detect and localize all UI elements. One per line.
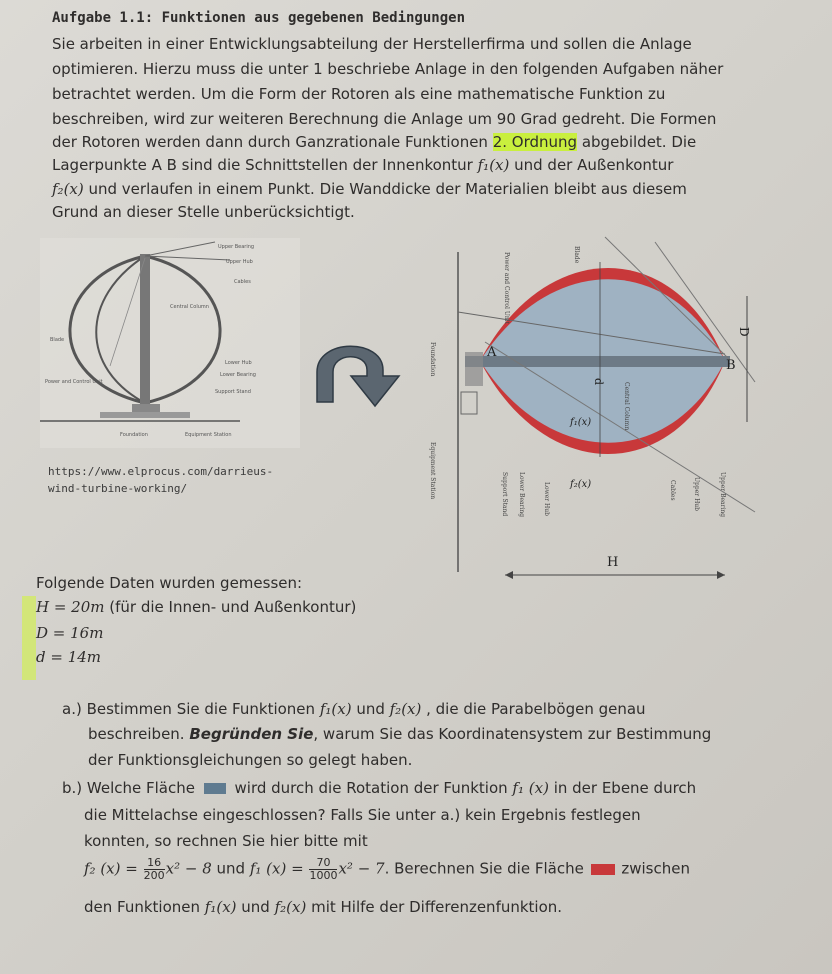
rlabel-central-column: Central Column (623, 382, 630, 431)
fraction-70-1000 (309, 857, 337, 881)
qb-mid: wird durch die Rotation der Funktion (229, 779, 513, 797)
qb-line4-post: . Berechnen Sie die Fläche (384, 859, 589, 878)
red-area-swatch (591, 864, 615, 875)
point-a-label: A (487, 345, 497, 360)
intro-line-2: optimieren. Hierzu muss die unter 1 beschriebe Anlage in den folgenden Aufgaben näher (52, 60, 724, 78)
rlabel-foundation: Foundation (429, 342, 436, 377)
f1-inline: f₁(x) (477, 156, 510, 174)
question-b-line-4 (84, 857, 690, 881)
intro-line-3: betrachtet werden. Um die Form der Rotoren als eine mathematische Funktion zu (52, 85, 666, 103)
qb-pre: b.) Welche Fläche (62, 779, 200, 797)
measurement-d: d = 14m (36, 648, 102, 666)
intro-line-7 (52, 182, 687, 197)
task-heading: Aufgabe 1.1: Funktionen aus gegebenen Bedingungen (52, 10, 466, 26)
qb5-und: und (236, 898, 275, 916)
question-b-line-2: die Mittelachse eingeschlossen? Falls Sie unter a.) kein Ergebnis festlegen (84, 806, 641, 824)
qb-line4-end: zwischen (616, 859, 690, 878)
qa2-post: , warum Sie das Koordinatensystem zur Bestimmung (313, 725, 712, 743)
rlabel-upper-bearing: Upper Bearing (719, 472, 726, 518)
label-upper-bearing: Upper Bearing (218, 244, 255, 250)
intro-line-8: Grund an dieser Stelle unberücksichtigt. (52, 203, 355, 221)
dim-D-label: D (737, 327, 751, 337)
frac1-num: 16 (144, 857, 165, 870)
rlabel-equipment-station: Equipment Station (429, 442, 436, 500)
question-a-line-1 (62, 700, 646, 718)
intro-line-5 (52, 135, 696, 150)
qb5-f1: f₁(x) (204, 898, 237, 916)
rlabel-support-stand: Support Stand (501, 472, 508, 517)
qb-post: in der Ebene durch (548, 779, 697, 797)
qa2-bold: Begründen Sie (189, 725, 314, 743)
intro-line-5-post: abgebildet. Die (577, 133, 697, 151)
source-url-line-2: wind-turbine-working/ (48, 482, 188, 495)
rlabel-upper-hub: Upper Hub (693, 477, 700, 512)
qb5-f2: f₂(x) (274, 898, 307, 916)
measurement-H (36, 600, 356, 615)
intro-line-5-pre: der Rotoren werden dann durch Ganzrationale Funktionen (52, 133, 493, 151)
measurements-title: Folgende Daten wurden gemessen: (36, 574, 303, 592)
f1-diagram-label: f₁(x) (570, 417, 592, 428)
darrieus-turbine-figure (40, 238, 300, 448)
rotation-arrow-icon (305, 330, 410, 410)
label-cables: Cables (234, 279, 251, 285)
measurement-H-note: (für die Innen- und Außenkontur) (104, 598, 357, 616)
f2-inline: f₂(x) (52, 180, 84, 198)
blue-area-swatch (204, 783, 226, 794)
intro-line-1: Sie arbeiten in einer Entwicklungsabteilung der Herstellerfirma und sollen die Anlage (52, 35, 692, 53)
qb-f2-rhs: x² − 8 (165, 859, 212, 878)
intro-line-7-post: und verlaufen in einem Punkt. Die Wanddicke der Materialien bleibt aus diesem (83, 180, 687, 198)
question-b-line-3: konnten, so rechnen Sie hier bitte mit (84, 832, 368, 850)
highlighted-ordnung: 2. Ordnung (492, 133, 578, 151)
central-column-horizontal (465, 356, 730, 367)
qb-f1: f₁ (x) (512, 779, 549, 797)
question-b-line-5 (84, 898, 562, 916)
central-column (140, 254, 150, 406)
label-lower-hub: Lower Hub (225, 360, 252, 366)
frac1-den: 200 (143, 868, 165, 882)
label-support-stand: Support Stand (215, 389, 251, 395)
qa2-pre: beschreiben. (88, 725, 190, 743)
label-foundation: Foundation (120, 432, 148, 438)
measurement-H-value: H = 20m (36, 598, 105, 616)
qa-f1: f₁(x) (319, 700, 352, 718)
qa-und: und (351, 700, 390, 718)
qb-f2-lhs: f₂ (x) = (84, 859, 138, 878)
label-upper-hub: Upper Hub (226, 259, 253, 265)
qa-f2: f₂(x) (389, 700, 422, 718)
rlabel-lower-bearing: Lower Bearing (518, 472, 525, 518)
question-a-line-2 (88, 725, 711, 743)
frac2-den: 1000 (309, 868, 338, 882)
point-b-label: B (726, 358, 736, 373)
rotor-diagram (425, 232, 775, 592)
qb5-post: mit Hilfe der Differenzenfunktion. (306, 898, 563, 916)
dim-H-label: H (607, 555, 619, 570)
rlabel-blade: Blade (573, 246, 580, 264)
label-blade: Blade (50, 337, 65, 343)
intro-line-4: beschreiben, wird zur weiteren Berechnung die Anlage um 90 Grad gedreht. Die Formen (52, 110, 717, 128)
source-url-line-1: https://www.elprocus.com/darrieus- (48, 465, 274, 478)
intro-line-6 (52, 158, 673, 173)
intro-line-6-pre: Lagerpunkte A B sind die Schnittstellen der Innenkontur (52, 156, 478, 174)
label-central-column: Central Column (170, 304, 209, 310)
frac2-num: 70 (309, 857, 337, 870)
rlabel-lower-hub: Lower Hub (543, 482, 550, 516)
dim-d-label: d (592, 378, 605, 386)
qa-post: , die die Parabelbögen genau (421, 700, 646, 718)
measurement-D: D = 16m (36, 624, 104, 642)
question-b-line-1 (62, 779, 696, 797)
intro-line-6-post: und der Außenkontur (509, 156, 674, 174)
f2-diagram-label: f₂(x) (570, 479, 592, 490)
qb-f1-rhs: x² − 7 (338, 859, 385, 878)
label-power-control: Power and Control Unit (45, 379, 103, 385)
label-equipment-station: Equipment Station (185, 432, 232, 438)
qa-pre: a.) Bestimmen Sie die Funktionen (62, 700, 320, 718)
rlabel-cables: Cables (669, 480, 676, 501)
qb5-pre: den Funktionen (84, 898, 205, 916)
qb-und: und (211, 859, 250, 878)
fraction-16-200 (144, 857, 165, 881)
question-a-line-3: der Funktionsgleichungen so gelegt haben. (88, 751, 413, 769)
rlabel-power-control: Power and Control Unit (503, 252, 510, 325)
label-lower-bearing: Lower Bearing (220, 372, 256, 378)
qb-f1-lhs: f₁ (x) = (249, 859, 304, 878)
margin-highlight (22, 596, 36, 680)
